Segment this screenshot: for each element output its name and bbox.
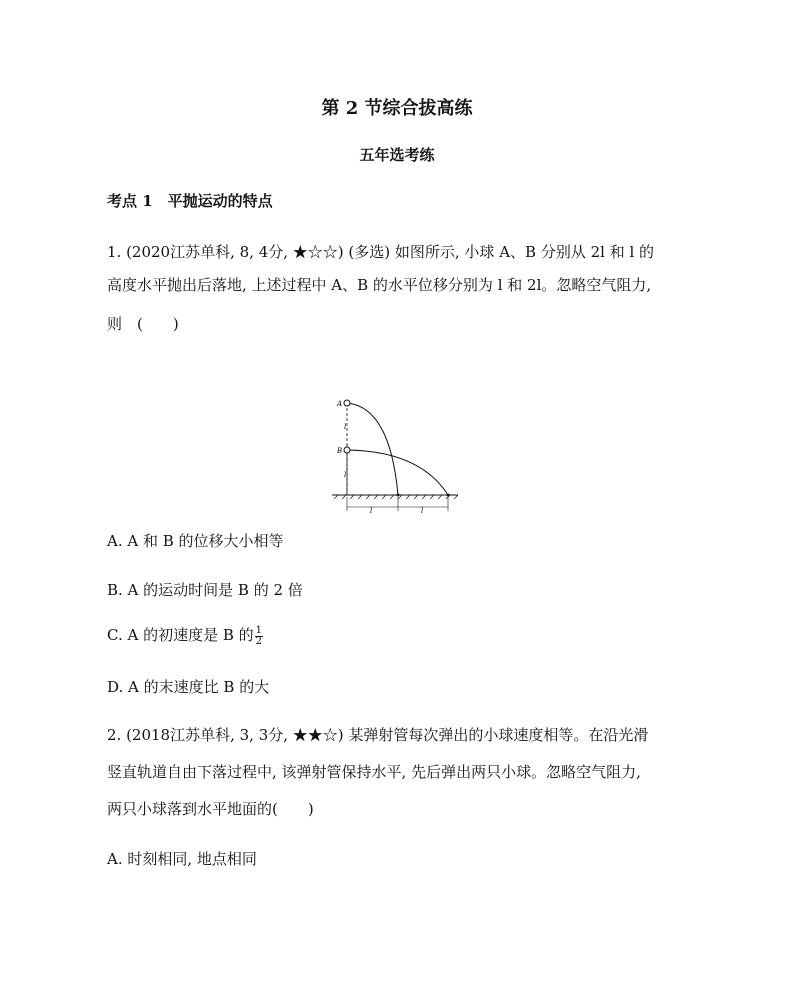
label-b: B — [337, 447, 343, 455]
q1-option-b: B. A 的运动时间是 B 的 2 倍 — [107, 581, 303, 599]
q1-stem-line-1: 1. (2020江苏单科, 8, 4分, ★☆☆) (多选) 如图所示, 小球 A、B 分别从 2l 和 l 的 — [107, 243, 655, 261]
q1-stem-line-3: 则 ( ) — [107, 315, 179, 333]
q2-stem-line-1: 2. (2018江苏单科, 3, 3分, ★★☆) 某弹射管每次弹出的小球速度相等。在沿光滑 — [107, 726, 649, 744]
q2-option-a: A. 时刻相同, 地点相同 — [107, 850, 257, 868]
q1-option-c — [107, 624, 263, 647]
q1-option-a: A. A 和 B 的位移大小相等 — [107, 532, 284, 550]
ground-hatching — [334, 495, 458, 499]
label-distance-2: l — [421, 507, 424, 515]
page-subtitle: 五年选考练 — [359, 146, 435, 164]
q2-stem-line-3: 两只小球落到水平地面的( ) — [107, 800, 314, 818]
label-height-upper: l — [344, 423, 347, 431]
q2-stem-line-2: 竖直轨道自由下落过程中, 该弹射管保持水平, 先后弹出两只小球。忽略空气阻力, — [107, 763, 641, 781]
fraction-one-half: $\frac{1}{2}$ — [255, 624, 263, 647]
projectile-figure — [330, 393, 460, 515]
label-a: A — [337, 400, 343, 408]
page-title: 第 2 节综合拔高练 — [321, 98, 473, 119]
ball-a — [344, 400, 350, 406]
q1-stem-line-2: 高度水平抛出后落地, 上述过程中 A、B 的水平位移分别为 l 和 2l。忽略空气阻力, — [107, 276, 652, 294]
label-height-lower: l — [344, 471, 347, 479]
trajectory-a — [347, 403, 398, 495]
ball-b — [344, 447, 350, 453]
q1-option-c-text: C. A 的初速度是 B 的 — [107, 626, 254, 644]
section-heading: 考点 1 平抛运动的特点 — [107, 192, 273, 210]
label-distance-1: l — [370, 507, 373, 515]
q1-option-d: D. A 的末速度比 B 的大 — [107, 678, 270, 696]
